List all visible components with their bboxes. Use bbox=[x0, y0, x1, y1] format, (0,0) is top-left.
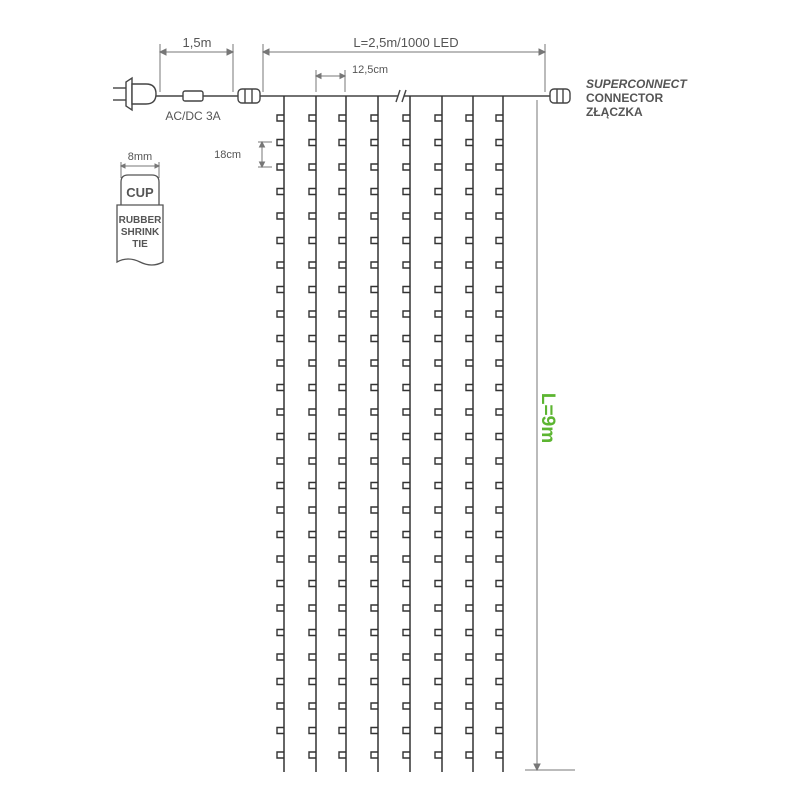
led-bulb bbox=[277, 507, 284, 513]
led-bulb bbox=[435, 556, 442, 562]
led-bulb bbox=[466, 238, 473, 244]
led-bulb bbox=[277, 703, 284, 709]
led-bulb bbox=[403, 483, 410, 489]
led-bulb bbox=[339, 507, 346, 513]
led-bulb bbox=[309, 556, 316, 562]
led-bulb bbox=[466, 581, 473, 587]
led-bulb bbox=[403, 189, 410, 195]
led-bulb bbox=[277, 532, 284, 538]
led-bulb bbox=[496, 605, 503, 611]
led-bulb bbox=[309, 287, 316, 293]
led-bulb bbox=[339, 115, 346, 121]
led-bulb bbox=[371, 213, 378, 219]
led-bulb bbox=[371, 581, 378, 587]
led-bulb bbox=[403, 728, 410, 734]
led-bulb bbox=[309, 581, 316, 587]
led-bulb bbox=[403, 752, 410, 758]
led-bulb bbox=[309, 409, 316, 415]
led-bulb bbox=[435, 164, 442, 170]
led-bulb bbox=[403, 287, 410, 293]
led-bulb bbox=[309, 752, 316, 758]
led-bulb bbox=[371, 311, 378, 317]
led-bulb bbox=[403, 605, 410, 611]
led-bulb bbox=[466, 434, 473, 440]
led-bulb bbox=[339, 679, 346, 685]
led-bulb bbox=[435, 140, 442, 146]
connector-label-en: CONNECTOR bbox=[586, 91, 664, 105]
led-bulb bbox=[466, 483, 473, 489]
led-bulb bbox=[339, 728, 346, 734]
led-bulb bbox=[277, 238, 284, 244]
led-bulb bbox=[403, 238, 410, 244]
led-bulb bbox=[496, 458, 503, 464]
led-bulb bbox=[435, 532, 442, 538]
led-bulb bbox=[466, 115, 473, 121]
led-bulb bbox=[309, 164, 316, 170]
led-bulb bbox=[466, 262, 473, 268]
led-bulb bbox=[435, 434, 442, 440]
strand-length-label: L=9m bbox=[537, 392, 558, 444]
led-bulb bbox=[403, 654, 410, 660]
led-bulb bbox=[403, 213, 410, 219]
led-bulb bbox=[435, 630, 442, 636]
curtain-width-dimension bbox=[263, 44, 545, 92]
led-bulb bbox=[496, 532, 503, 538]
led-bulb bbox=[496, 409, 503, 415]
led-bulb bbox=[496, 507, 503, 513]
led-bulb bbox=[309, 238, 316, 244]
led-bulb bbox=[339, 409, 346, 415]
led-bulb bbox=[339, 605, 346, 611]
cap-label: CUP bbox=[126, 185, 154, 200]
led-bulb bbox=[371, 458, 378, 464]
led-bulb bbox=[403, 311, 410, 317]
led-bulb bbox=[435, 311, 442, 317]
led-bulb bbox=[435, 654, 442, 660]
led-bulb bbox=[496, 703, 503, 709]
led-bulb bbox=[403, 679, 410, 685]
led-bulb bbox=[371, 532, 378, 538]
led-bulb bbox=[339, 630, 346, 636]
led-bulb bbox=[466, 679, 473, 685]
led-bulb bbox=[403, 140, 410, 146]
led-bulb bbox=[339, 189, 346, 195]
led-bulb bbox=[435, 262, 442, 268]
led-bulb bbox=[371, 336, 378, 342]
led-bulb bbox=[496, 287, 503, 293]
led-bulb bbox=[403, 556, 410, 562]
led-bulb bbox=[371, 164, 378, 170]
led-bulb bbox=[277, 605, 284, 611]
led-bulb bbox=[403, 336, 410, 342]
led-bulb bbox=[496, 238, 503, 244]
led-bulb bbox=[435, 605, 442, 611]
led-bulb bbox=[371, 434, 378, 440]
led-bulb bbox=[435, 703, 442, 709]
led-bulb bbox=[371, 728, 378, 734]
connector-label-pl: ZŁĄCZKA bbox=[586, 105, 643, 119]
led-bulb bbox=[435, 189, 442, 195]
led-bulb bbox=[371, 238, 378, 244]
led-bulb bbox=[277, 409, 284, 415]
led-bulb bbox=[277, 311, 284, 317]
led-bulb bbox=[466, 654, 473, 660]
led-bulb bbox=[496, 189, 503, 195]
led-bulb bbox=[277, 360, 284, 366]
led-bulb bbox=[435, 752, 442, 758]
led-bulb bbox=[496, 140, 503, 146]
led-bulb bbox=[466, 360, 473, 366]
led-bulb bbox=[466, 507, 473, 513]
led-bulb bbox=[277, 287, 284, 293]
led-bulb bbox=[466, 189, 473, 195]
led-bulb bbox=[435, 287, 442, 293]
led-bulb bbox=[339, 556, 346, 562]
led-bulb bbox=[435, 728, 442, 734]
led-bulb bbox=[371, 189, 378, 195]
led-bulb bbox=[435, 213, 442, 219]
led-bulb bbox=[371, 360, 378, 366]
led-bulb bbox=[309, 630, 316, 636]
led-bulb bbox=[309, 115, 316, 121]
led-bulb bbox=[403, 703, 410, 709]
led-bulb bbox=[496, 115, 503, 121]
led-bulb bbox=[339, 703, 346, 709]
inline-fuse bbox=[183, 91, 203, 101]
led-bulb bbox=[435, 507, 442, 513]
led-bulb bbox=[371, 507, 378, 513]
led-bulb bbox=[435, 679, 442, 685]
led-spacing-dimension bbox=[258, 142, 272, 167]
led-bulb bbox=[496, 213, 503, 219]
led-bulb bbox=[309, 507, 316, 513]
led-bulb bbox=[403, 630, 410, 636]
led-bulb bbox=[371, 115, 378, 121]
led-bulb bbox=[466, 752, 473, 758]
led-bulb bbox=[277, 483, 284, 489]
euro-plug-icon bbox=[113, 78, 156, 110]
tie-label-line1: RUBBER bbox=[118, 215, 162, 226]
curtain-width-label: L=2,5m/1000 LED bbox=[353, 35, 459, 50]
led-bulb bbox=[339, 336, 346, 342]
led-bulb bbox=[277, 115, 284, 121]
led-bulb bbox=[435, 336, 442, 342]
led-bulb bbox=[371, 605, 378, 611]
led-bulb bbox=[496, 679, 503, 685]
led-bulb bbox=[371, 654, 378, 660]
led-bulb bbox=[339, 360, 346, 366]
led-bulb bbox=[309, 262, 316, 268]
led-bulb bbox=[277, 728, 284, 734]
led-bulb bbox=[277, 213, 284, 219]
led-bulb bbox=[466, 556, 473, 562]
led-bulb bbox=[277, 189, 284, 195]
led-bulb bbox=[496, 434, 503, 440]
superconnect-connector-icon bbox=[550, 89, 570, 103]
led-bulb bbox=[309, 140, 316, 146]
led-bulb bbox=[403, 385, 410, 391]
led-bulb bbox=[435, 483, 442, 489]
led-bulb bbox=[309, 532, 316, 538]
connector-icon bbox=[238, 89, 260, 103]
led-bulb bbox=[277, 385, 284, 391]
led-bulb bbox=[339, 654, 346, 660]
led-bulb bbox=[466, 311, 473, 317]
led-bulb bbox=[496, 262, 503, 268]
led-bulb bbox=[339, 164, 346, 170]
led-bulb bbox=[339, 287, 346, 293]
led-bulb bbox=[309, 385, 316, 391]
led-bulb bbox=[496, 728, 503, 734]
led-bulb bbox=[403, 507, 410, 513]
led-bulb bbox=[496, 311, 503, 317]
led-bulb bbox=[277, 679, 284, 685]
led-bulb bbox=[339, 434, 346, 440]
led-bulb bbox=[466, 336, 473, 342]
led-bulb bbox=[339, 752, 346, 758]
led-bulb bbox=[309, 654, 316, 660]
led-bulb bbox=[339, 581, 346, 587]
led-bulb bbox=[466, 728, 473, 734]
led-bulb bbox=[403, 409, 410, 415]
led-bulb bbox=[277, 336, 284, 342]
led-bulb bbox=[403, 434, 410, 440]
led-bulb bbox=[277, 630, 284, 636]
supply-cable-dimension bbox=[160, 44, 233, 92]
led-bulb bbox=[277, 262, 284, 268]
led-bulb bbox=[496, 385, 503, 391]
led-bulb bbox=[435, 409, 442, 415]
led-bulb bbox=[371, 703, 378, 709]
led-bulb bbox=[403, 262, 410, 268]
led-bulb bbox=[277, 140, 284, 146]
led-bulb bbox=[466, 605, 473, 611]
led-bulb bbox=[309, 483, 316, 489]
led-bulb bbox=[435, 385, 442, 391]
led-bulb bbox=[466, 164, 473, 170]
led-bulb bbox=[309, 679, 316, 685]
led-bulb bbox=[339, 483, 346, 489]
led-bulb bbox=[466, 703, 473, 709]
led-bulb bbox=[309, 360, 316, 366]
led-bulb bbox=[371, 409, 378, 415]
led-bulb bbox=[309, 311, 316, 317]
led-bulb bbox=[371, 262, 378, 268]
led-bulb bbox=[435, 115, 442, 121]
led-bulb bbox=[371, 630, 378, 636]
led-bulb bbox=[277, 458, 284, 464]
led-bulb bbox=[371, 679, 378, 685]
connector-brand-label: SUPERCONNECT bbox=[586, 77, 687, 91]
led-bulb bbox=[309, 213, 316, 219]
led-bulb bbox=[466, 532, 473, 538]
cap-size-label: 8mm bbox=[127, 151, 153, 163]
led-bulb bbox=[277, 654, 284, 660]
led-bulb bbox=[435, 238, 442, 244]
led-bulb bbox=[496, 360, 503, 366]
led-bulb bbox=[339, 458, 346, 464]
led-bulb bbox=[403, 164, 410, 170]
led-bulb bbox=[309, 434, 316, 440]
led-bulb bbox=[309, 458, 316, 464]
led-bulb bbox=[339, 262, 346, 268]
led-bulb bbox=[309, 605, 316, 611]
tie-label-line2: SHRINK bbox=[120, 227, 160, 238]
led-bulb bbox=[277, 164, 284, 170]
power-rating-label: AC/DC 3A bbox=[165, 109, 221, 123]
led-bulb bbox=[309, 703, 316, 709]
led-bulb bbox=[496, 483, 503, 489]
led-bulb bbox=[466, 630, 473, 636]
strand-spacing-dimension bbox=[316, 70, 345, 92]
led-bulb bbox=[371, 752, 378, 758]
led-bulb bbox=[371, 287, 378, 293]
led-bulb bbox=[403, 458, 410, 464]
led-bulb bbox=[277, 556, 284, 562]
led-bulb bbox=[277, 581, 284, 587]
led-bulb bbox=[403, 581, 410, 587]
supply-cable-length-label: 1,5m bbox=[182, 35, 212, 50]
led-bulb bbox=[496, 336, 503, 342]
led-bulb bbox=[371, 140, 378, 146]
led-bulb bbox=[339, 140, 346, 146]
led-bulb bbox=[496, 581, 503, 587]
led-bulb bbox=[435, 458, 442, 464]
led-bulb bbox=[277, 434, 284, 440]
led-bulb bbox=[339, 213, 346, 219]
strand-spacing-label: 12,5cm bbox=[351, 64, 389, 76]
led-bulb bbox=[371, 483, 378, 489]
led-bulb bbox=[403, 360, 410, 366]
led-bulb bbox=[496, 752, 503, 758]
tie-label-line3: TIE bbox=[132, 239, 148, 250]
led-bulb bbox=[339, 385, 346, 391]
led-bulb bbox=[339, 311, 346, 317]
led-bulb bbox=[466, 458, 473, 464]
led-bulb bbox=[435, 360, 442, 366]
led-bulb bbox=[496, 164, 503, 170]
led-bulb bbox=[339, 532, 346, 538]
led-bulb bbox=[466, 287, 473, 293]
led-bulb bbox=[309, 336, 316, 342]
led-bulb bbox=[466, 140, 473, 146]
led-bulb bbox=[466, 213, 473, 219]
led-spacing-label: 18cm bbox=[214, 149, 241, 161]
led-bulb bbox=[496, 654, 503, 660]
led-bulb bbox=[309, 728, 316, 734]
led-bulb bbox=[496, 630, 503, 636]
led-bulb bbox=[435, 581, 442, 587]
led-bulb bbox=[403, 532, 410, 538]
led-bulb bbox=[371, 385, 378, 391]
led-bulb bbox=[466, 409, 473, 415]
led-bulb bbox=[339, 238, 346, 244]
led-bulb bbox=[277, 752, 284, 758]
led-bulb bbox=[371, 556, 378, 562]
led-bulb bbox=[496, 556, 503, 562]
led-strands bbox=[277, 96, 503, 772]
led-bulb bbox=[466, 385, 473, 391]
led-bulb bbox=[309, 189, 316, 195]
led-bulb bbox=[403, 115, 410, 121]
